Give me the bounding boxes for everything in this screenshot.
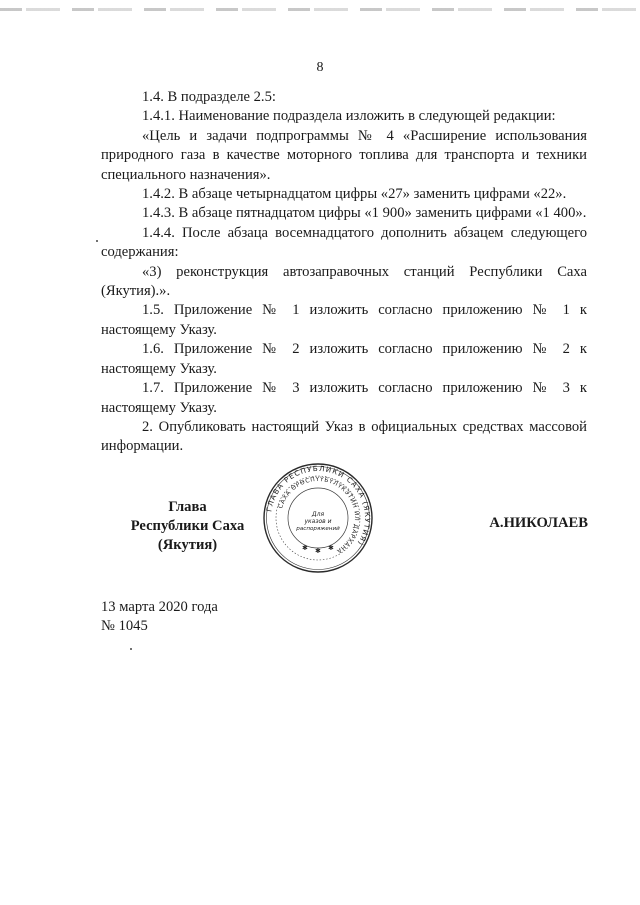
document-body [101,88,587,457]
signatory-name: А.НИКОЛАЕВ [489,515,588,531]
document-number: № 1045 [101,618,148,634]
page-number: 8 [316,60,324,75]
paragraph: 1.4.2. В абзаце четырнадцатом цифры «27» заменить цифрами «22». [142,186,567,203]
seal-center-line1: Для [311,511,325,518]
seal-star-icon: ✱ [315,547,321,555]
signatory-title-line2: Республики Саха (Якутия) [130,518,245,553]
seal-star-icon: ✱ [302,544,308,552]
seal-center-line3: распоряжений [296,526,340,532]
document-date-block [101,598,218,636]
paragraph: «Цель и задачи подпрограммы № 4 «Расширение использования природного газа в качестве моторного топлива для транспорта и техники специального назначения». [101,127,587,183]
seal-center-line2: указов и [304,518,332,525]
paragraph: 1.5. Приложение № 1 изложить согласно приложению № 1 к настоящему Указу. [101,302,587,338]
document-date: 13 марта 2020 года [101,599,218,615]
seal-star-icon: ✱ [328,544,334,552]
seal-outer-text: ГЛАВА РЕСПУБЛИКИ САХА (ЯКУТИЯ) [264,463,373,548]
paragraph: 1.4. В подразделе 2.5: [142,89,276,105]
paragraph: 1.7. Приложение № 3 изложить согласно приложению № 3 к настоящему Указу. [101,380,587,416]
paragraph: 1.4.1. Наименование подраздела изложить в следующей редакции: [142,108,556,125]
scan-speck [130,648,132,650]
paragraph: 1.4.4. После абзаца восемнадцатого дополнить абзацем следующего содержания: [101,224,587,261]
paragraph: 1.4.3. В абзаце пятнадцатом цифры «1 900» заменить цифрами «1 400». [142,205,587,222]
seal-inner-text: САХА ӨРӨСПҮҮБҮЛҮКЭТИН ИЛ ДАРХАНА [277,475,361,555]
paragraph: «3) реконструкция автозаправочных станций Республики Саха (Якутия).». [101,263,587,300]
official-seal [262,462,374,574]
paragraph: 1.6. Приложение № 2 изложить согласно приложению № 2 к настоящему Указу. [101,341,587,377]
scan-artifact-top [0,8,640,11]
paragraph: 2. Опубликовать настоящий Указ в официальных средствах массовой информации. [101,418,587,455]
signatory-title-line1: Глава [168,499,207,515]
signatory-title [100,498,275,555]
scan-speck [96,240,98,242]
